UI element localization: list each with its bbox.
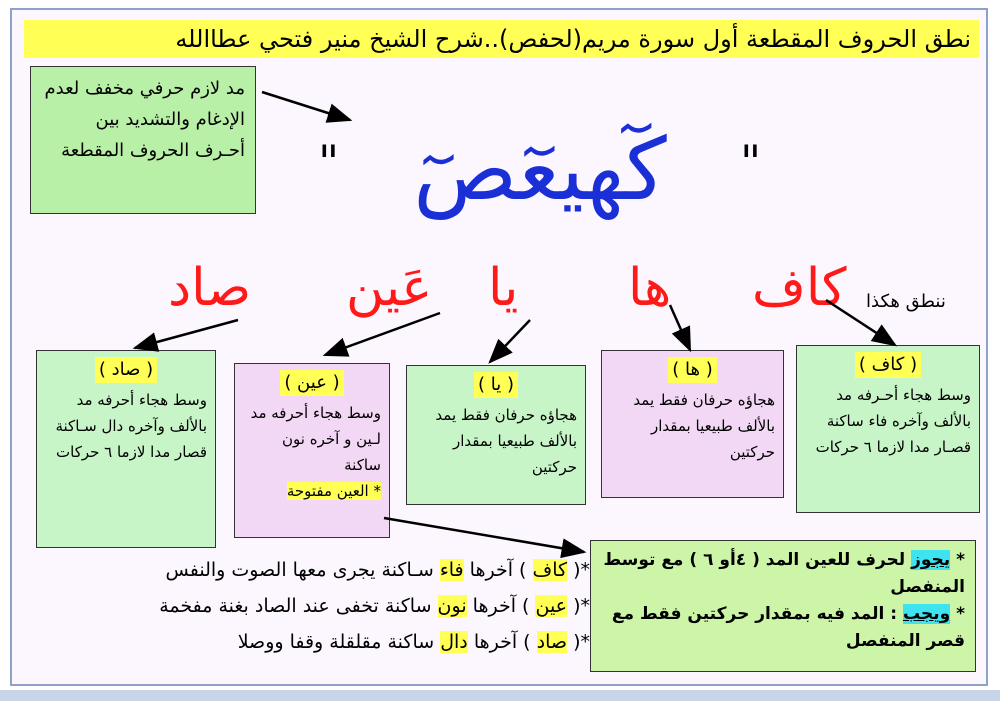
rule-box-tag: ويجب	[902, 604, 951, 624]
card-sad-head: ( صاد )	[95, 357, 157, 383]
rule-mid: ) آخرها	[469, 559, 527, 581]
rule-mid: ) آخرها	[473, 631, 531, 653]
note-box: مد لازم حرفي مخفف لعدم الإدغام والتشديد بين أحـرف الحروف المقطعة	[30, 66, 256, 214]
rule-text: ساكنة مقلقلة وقفا ووصلا	[237, 631, 435, 653]
rule-star: *(	[573, 631, 590, 653]
rule-box-text: : المد فيه بمقدار حركتين فقط مع قصر المنفصل	[611, 604, 965, 651]
card-ain-body: وسط هجاء أحرفه مد لـين و آخره نون ساكنة	[250, 404, 381, 474]
rule-word: عين	[535, 595, 568, 617]
spelled-sad: صاد	[168, 258, 252, 318]
card-ha-body: هجاؤه حرفان فقط يمد بالألف طبيعيا بمقدار حركتين	[633, 391, 775, 461]
rule-letter: دال	[440, 631, 468, 653]
rule-box-star: *	[956, 550, 965, 570]
arrow-ain	[325, 313, 440, 355]
rule-text: سـاكنة يجرى معها الصوت والنفس	[165, 559, 434, 581]
rule-letter: نون	[437, 595, 467, 617]
rule-box-tag: يجوز	[911, 550, 951, 570]
card-ain-head: ( عين )	[280, 370, 343, 396]
rule-word: صاد	[536, 631, 568, 653]
rule-box-text: لحرف للعين المد ( ٤أو ٦ ) مع توسط المنفصل	[603, 550, 965, 597]
rule-star: *(	[573, 559, 590, 581]
arrow-ha	[670, 305, 690, 350]
spelled-ain: عَين	[346, 258, 433, 318]
rule-text: ساكنة تخفى عند الصاد بغنة مفخمة	[159, 595, 432, 617]
card-ha-head: ( ها )	[668, 357, 716, 383]
main-word: كٓهيعٓصٓ	[413, 120, 667, 220]
card-kaf-body: وسط هجاء أحـرفه مد بالألف وآخره فاء ساكنة قصـار مدا لازما ٦ حركات	[815, 386, 971, 456]
spelled-ha: ها	[628, 258, 672, 318]
page-title: نطق الحروف المقطعة أول سورة مريم(لحفص)..شرح الشيخ منير فتحي عطاالله	[24, 20, 979, 58]
card-ya-body: هجاؤه حرفان فقط يمد بالألف طبيعيا بمقدار حركتين	[435, 406, 577, 476]
spelled-ya: يا	[488, 258, 519, 318]
rule-word: كاف	[532, 559, 568, 581]
arrow-kaf	[826, 300, 895, 345]
arrow-sad	[135, 320, 238, 348]
card-sad-body: وسط هجاء أحرفه مد بالألف وآخره دال سـاكنة قصار مدا لازما ٦ حركات	[55, 391, 207, 461]
arrow-ya	[490, 320, 530, 362]
rule-star: *(	[573, 595, 590, 617]
quote-mark-left: "	[318, 135, 340, 189]
rule-box-star: *	[956, 604, 965, 624]
arrow-note	[262, 92, 350, 120]
card-kaf-head: ( كاف )	[855, 352, 921, 378]
spelled-kaf: كاف	[752, 258, 847, 318]
rule-letter: فاء	[439, 559, 464, 581]
rule-mid: ) آخرها	[472, 595, 530, 617]
pronounce-label: ننطق هكذا	[866, 291, 946, 312]
quote-mark-right: "	[740, 135, 762, 189]
card-ain-extra: * العين مفتوحة	[286, 482, 381, 500]
card-ya-head: ( يا )	[474, 372, 518, 398]
arrow-ain-rule	[384, 518, 584, 552]
